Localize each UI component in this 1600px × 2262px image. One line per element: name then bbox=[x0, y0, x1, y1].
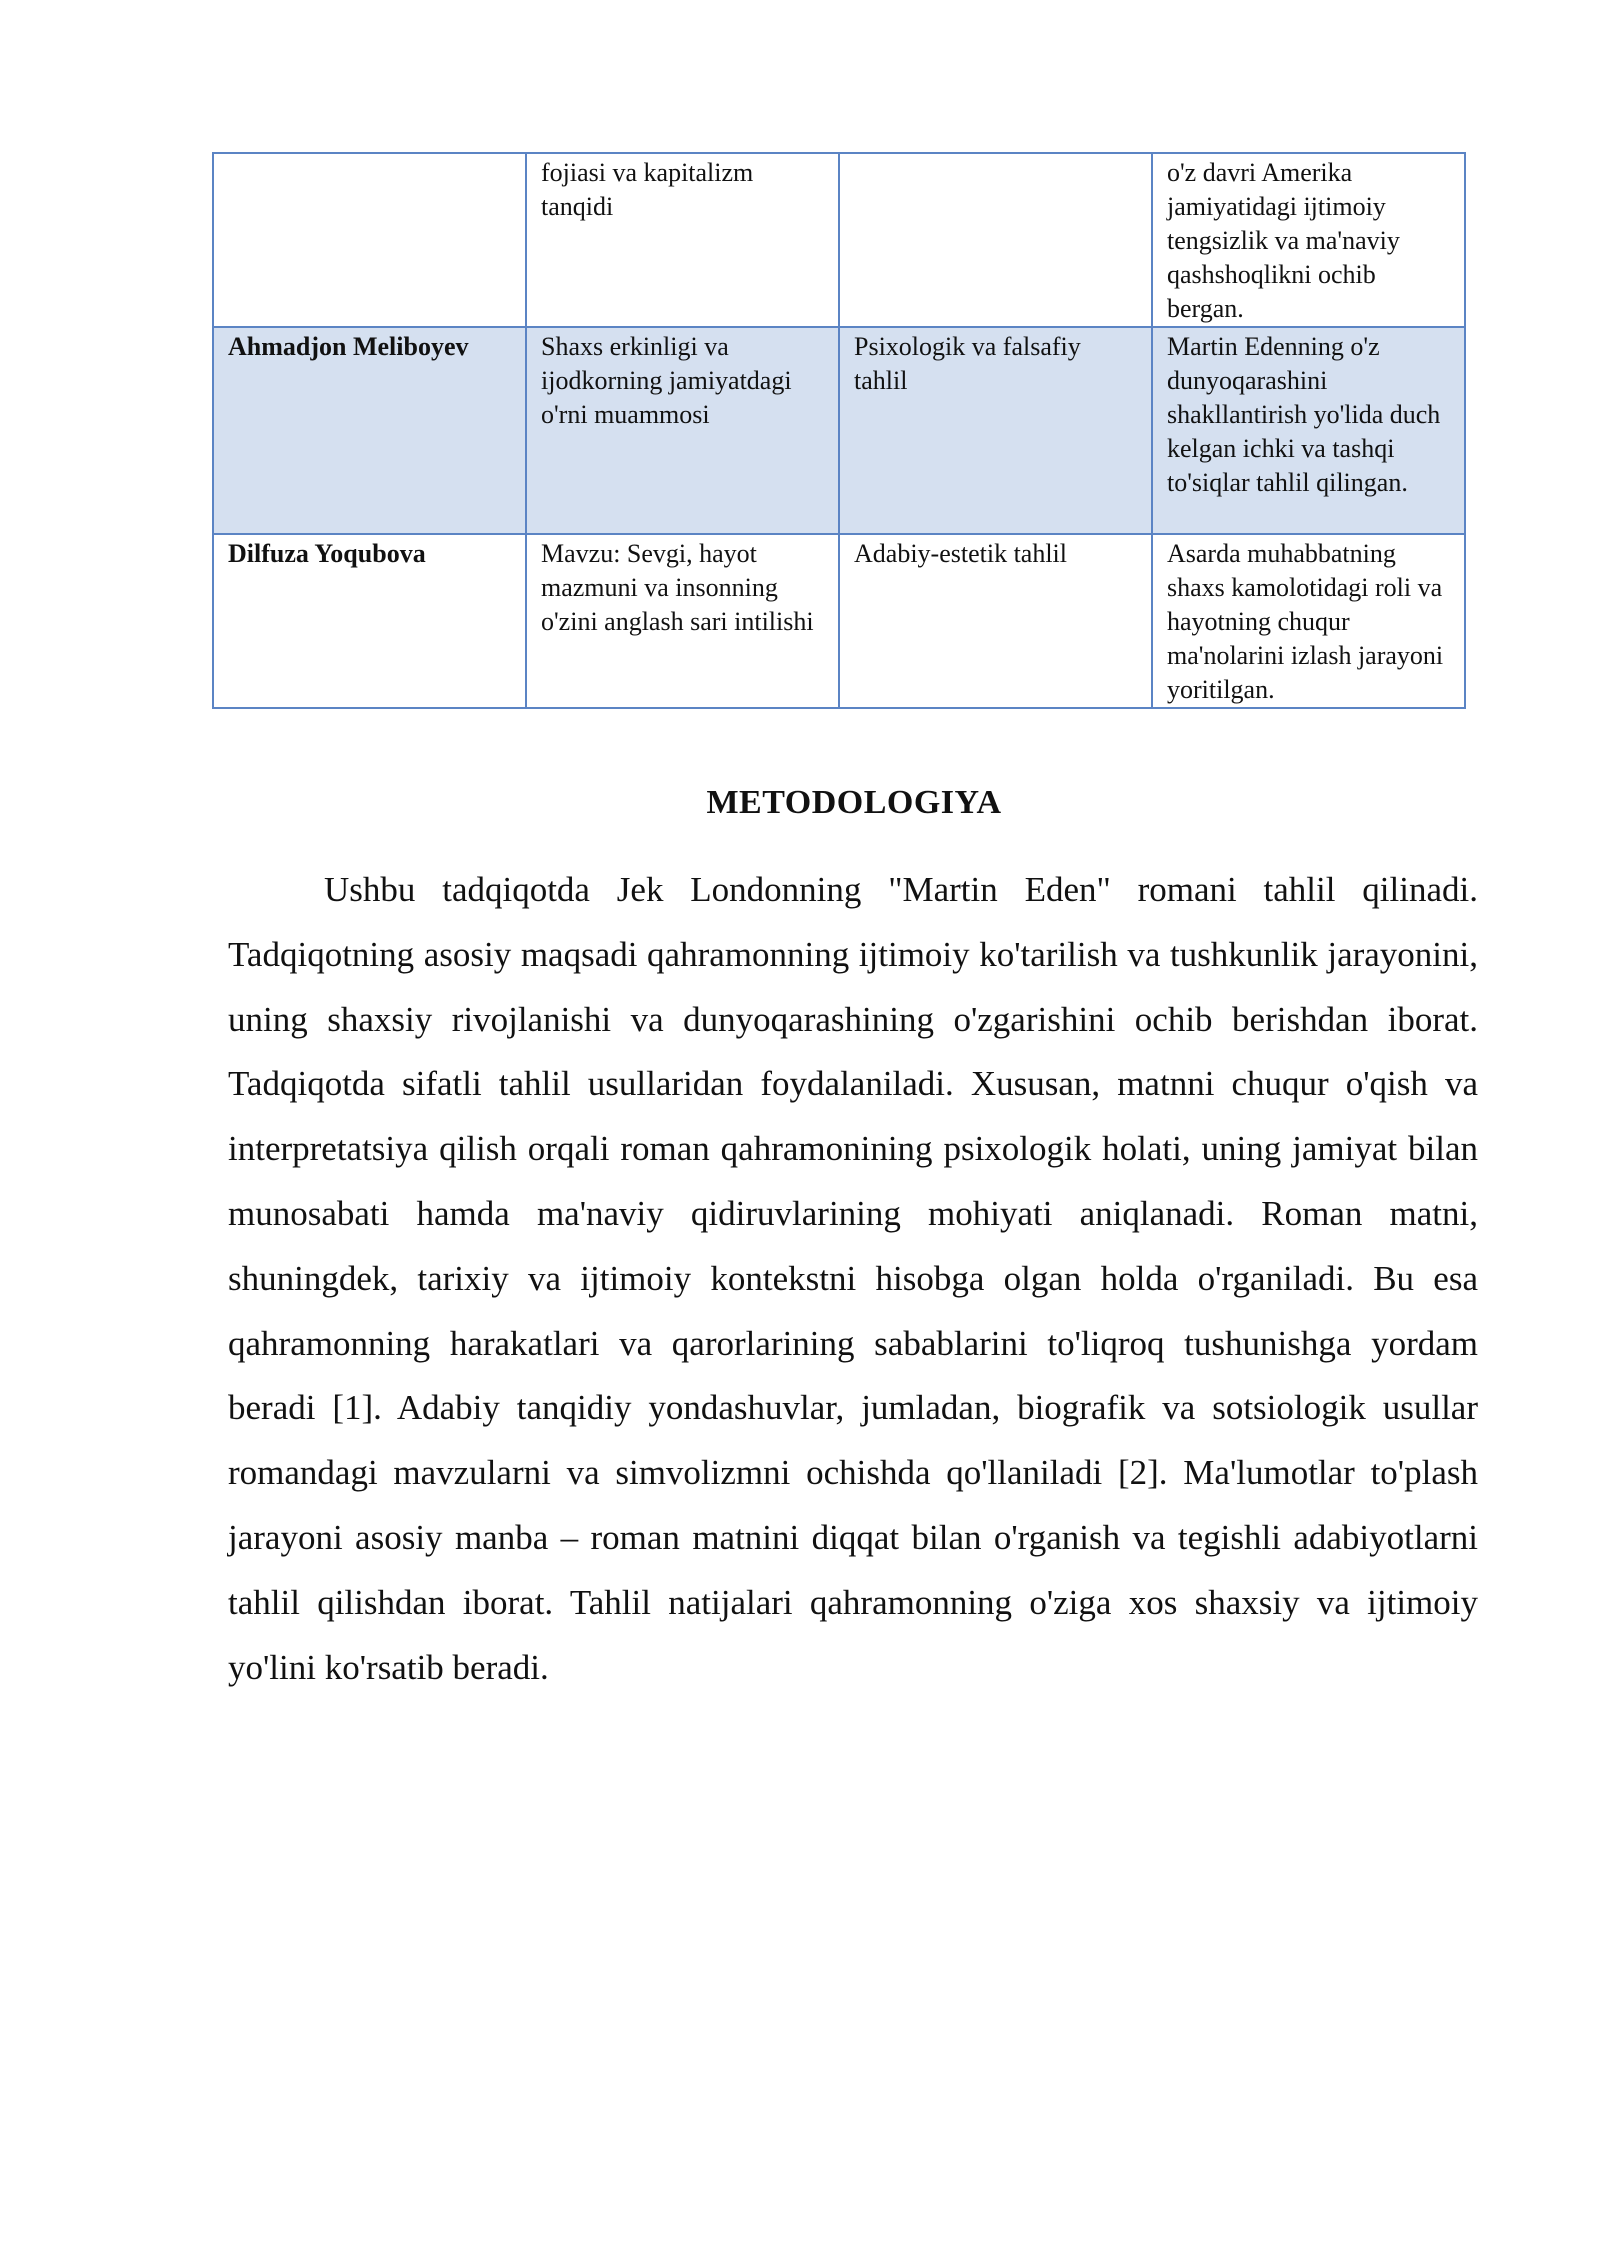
literature-review-table bbox=[212, 152, 1466, 709]
table-cell-result: Martin Edenning o'z dunyoqarashini shakllantirish yo'lida duch kelgan ichki va tashqi to'siqlar tahlil qilingan. bbox=[1152, 327, 1465, 534]
table-row bbox=[213, 534, 1465, 708]
table-cell-author bbox=[213, 153, 526, 327]
table-row bbox=[213, 327, 1465, 534]
table-cell-author: Dilfuza Yoqubova bbox=[213, 534, 526, 708]
table-cell-result: o'z davri Amerika jamiyatidagi ijtimoiy tengsizlik va ma'naviy qashshoqlikni ochib bergan. bbox=[1152, 153, 1465, 327]
section-heading: METODOLOGIYA bbox=[706, 784, 1002, 821]
table-row bbox=[213, 153, 1465, 327]
table-cell-topic: Mavzu: Sevgi, hayot mazmuni va insonning o'zini anglash sari intilishi bbox=[526, 534, 839, 708]
table-cell-topic: fojiasi va kapitalizm tanqidi bbox=[526, 153, 839, 327]
table-cell-method: Psixologik va falsafiy tahlil bbox=[839, 327, 1152, 534]
table-cell-method: Adabiy-estetik tahlil bbox=[839, 534, 1152, 708]
methodology-paragraph: Ushbu tadqiqotda Jek Londonning "Martin Eden" romani tahlil qilinadi. Tadqiqotning asosiy maqsadi qahramonning ijtimoiy ko'tarilish va tushkunlik jarayonini, uning shaxsiy rivojlanishi va dunyoqarashining o'zgarishini ochib berishdan iborat. Tadqiqotda sifatli tahlil usullaridan foydalaniladi. Xususan, matnni chuqur o'qish va interpretatsiya qilish orqali roman qahramonining psixologik holati, uning jamiyat bilan munosabati hamda ma'naviy qidiruvlarining mohiyati aniqlanadi. Roman matni, shuningdek, tarixiy va ijtimoiy kontekstni hisobga olgan holda o'rganiladi. Bu esa qahramonning harakatlari va qarorlarining sabablarini to'liqroq tushunishga yordam beradi [1]. Adabiy tanqidiy yondashuvlar, jumladan, biografik va sotsiologik usullar romandagi mavzularni va simvolizmni ochishda qo'llaniladi [2]. Ma'lumotlar to'plash jarayoni asosiy manba – roman matnini diqqat bilan o'rganish va tegishli adabiyotlarni tahlil qilishdan iborat. Tahlil natijalari qahramonning o'ziga xos shaxsiy va ijtimoiy yo'lini ko'rsatib beradi. bbox=[228, 870, 1478, 1687]
table-cell-topic: Shaxs erkinligi va ijodkorning jamiyatdagi o'rni muammosi bbox=[526, 327, 839, 534]
table-cell-method bbox=[839, 153, 1152, 327]
table-cell-author: Ahmadjon Meliboyev bbox=[213, 327, 526, 534]
table-cell-result: Asarda muhabbatning shaxs kamolotidagi roli va hayotning chuqur ma'nolarini izlash jarayoni yoritilgan. bbox=[1152, 534, 1465, 708]
